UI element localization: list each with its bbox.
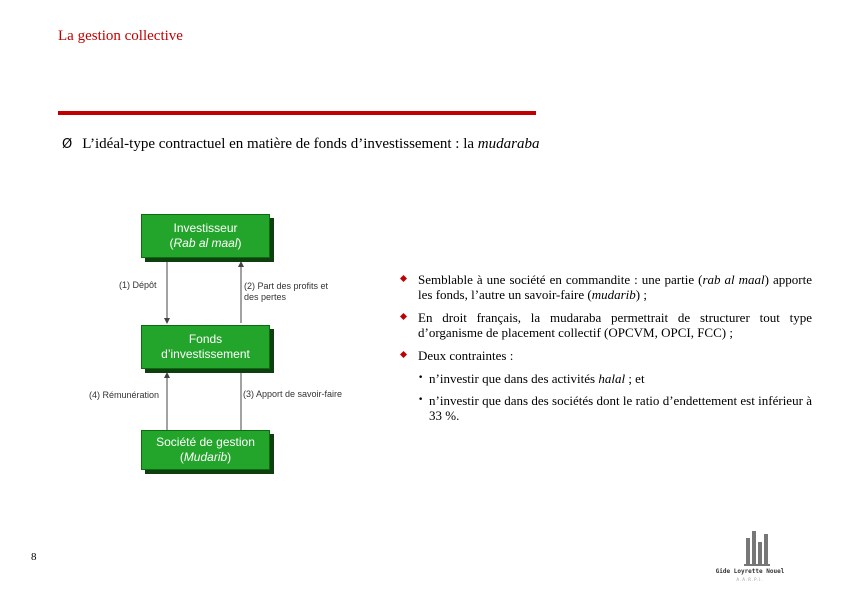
investor-title: Investisseur (173, 221, 238, 235)
fund-box (141, 325, 270, 369)
label-share: (2) Part des profits et des pertes (244, 281, 329, 302)
investor-subtitle: (Rab al maal) (169, 236, 242, 250)
manager-box (141, 430, 270, 470)
bullet-item: En droit français, la mudaraba permettrait de structurer tout type d’organisme de placement collectif (OPCVM, OPCI, FCC) ; (400, 310, 812, 340)
logo-text: Gide Loyrette Nouel (715, 568, 785, 575)
diamond-bullet-icon (400, 313, 407, 320)
bullet-list (400, 272, 812, 430)
heading-text: L’idéal-type contractuel en matière de fonds d’investissement : la (82, 136, 478, 152)
page-number: 8 (31, 551, 37, 563)
logo-subtext: A.A.R.P.I. (736, 577, 764, 582)
page-title: La gestion collective (58, 28, 183, 44)
logo-bars-icon (720, 528, 780, 568)
sub-bullet-item: • n’investir que dans des activités halal ; et (418, 371, 645, 386)
label-depot: (1) Dépôt (119, 280, 157, 290)
bullet-item: Semblable à une société en commandite : une partie (rab al maal) apporte les fonds, l’autre un savoir-faire (mudarib) ; (400, 272, 812, 302)
label-knowhow: (3) Apport de savoir-faire (243, 389, 343, 399)
dot-bullet-icon: • (418, 373, 424, 383)
manager-title: Société de gestion (156, 435, 255, 449)
label-remuneration: (4) Rémunération (89, 390, 160, 400)
dot-bullet-icon: • (418, 395, 424, 405)
company-logo (715, 528, 785, 584)
manager-subtitle: (Mudarib) (179, 450, 232, 464)
arrow-bullet-icon: Ø (62, 137, 73, 152)
diamond-bullet-icon (400, 275, 407, 282)
fund-subtitle: d’investissement (161, 347, 250, 361)
fund-title: Fonds (188, 332, 223, 346)
bullet-item: Deux contraintes : (400, 348, 812, 363)
diamond-bullet-icon (400, 351, 407, 358)
heading-emphasis: mudaraba (477, 136, 540, 152)
sub-bullet-item: • n’investir que dans des sociétés dont le ratio d’endettement est inférieur à 33 %. (418, 393, 812, 423)
investor-box (141, 214, 270, 258)
